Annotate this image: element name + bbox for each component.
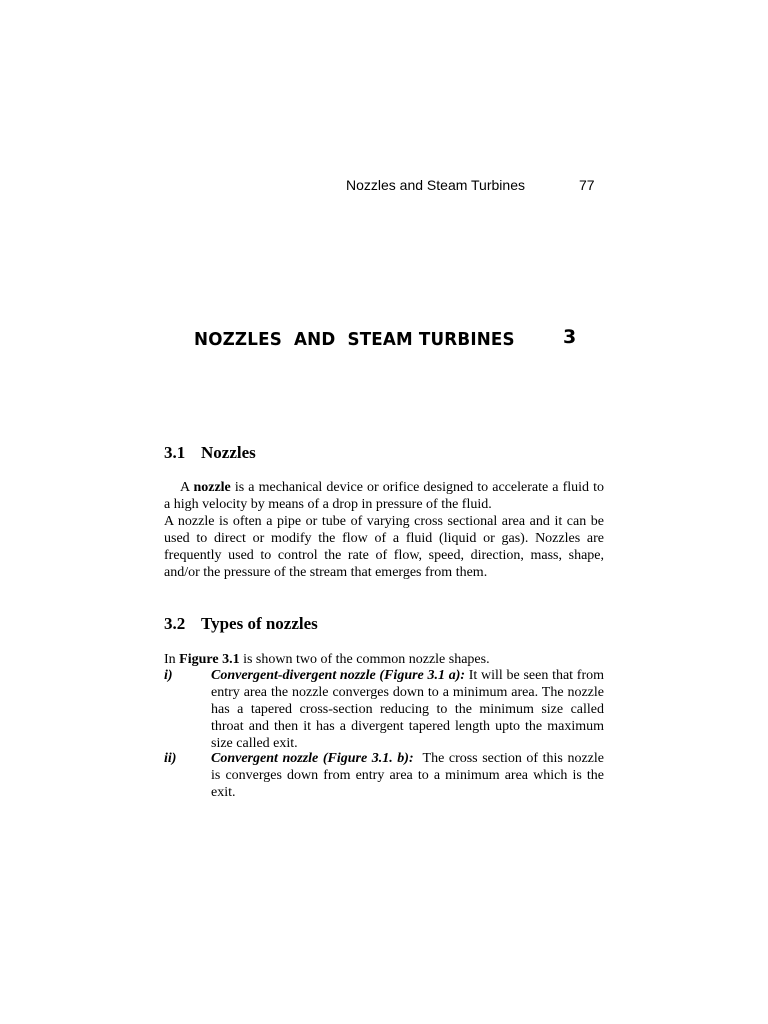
section-number: 3.2 — [164, 614, 186, 633]
section-number: 3.1 — [164, 443, 186, 462]
list-item-text: The cross section of this nozzle is converges down from entry area to a minimum area which is the exit. — [211, 751, 608, 800]
section-heading-3-2 — [164, 614, 318, 634]
text-span: is shown two of the common nozzle shapes. — [239, 652, 490, 667]
list-item-term: Convergent nozzle (Figure 3.1. b): — [211, 751, 414, 766]
section-heading-3-1 — [164, 443, 256, 463]
page-number: 77 — [579, 177, 595, 193]
list-marker: i) — [164, 668, 173, 683]
paragraph-nozzle-usage: A nozzle is often a pipe or tube of varying cross sectional area and it can be used to direct or modify the flow of a fluid (liquid or gas). Nozzles are frequently used to control the rate of flow, speed, direction, mass, shape, and/or the pressure of the stream that emerges from them. — [164, 514, 604, 580]
section-3-2-intro — [164, 651, 604, 668]
list-marker: ii) — [164, 751, 177, 766]
section-title: Nozzles — [201, 443, 256, 462]
chapter-title: NOZZLES AND STEAM TURBINES — [194, 329, 515, 350]
paragraph-nozzle-definition — [164, 479, 604, 513]
text-span: In — [164, 652, 180, 667]
list-item-convergent — [164, 750, 608, 801]
term-nozzle: nozzle — [193, 480, 231, 495]
running-title: Nozzles and Steam Turbines — [346, 177, 525, 193]
paragraph-types-intro — [164, 651, 604, 668]
text-span: A — [180, 480, 194, 495]
chapter-number: 3 — [563, 326, 577, 348]
section-title: Types of nozzles — [201, 614, 318, 633]
list-item-body — [211, 750, 608, 801]
list-item-term: Convergent-divergent nozzle (Figure 3.1 a): — [211, 668, 466, 683]
list-item-text: It will be seen that from entry area the nozzle converges down to a minimum area. The nozzle has a tapered cross-section reducing to the minimum size called throat and then it has a divergent tapered length upto the maximum size called exit. — [211, 668, 604, 751]
figure-reference: Figure 3.1 — [179, 652, 240, 667]
text-span: is a mechanical device or orifice designed to accelerate a fluid to a high velocity by means of a drop in pressure of the fluid. — [164, 480, 605, 512]
list-item-convergent-divergent — [164, 667, 604, 752]
section-3-1-body — [164, 479, 604, 581]
list-item-body — [211, 667, 604, 752]
